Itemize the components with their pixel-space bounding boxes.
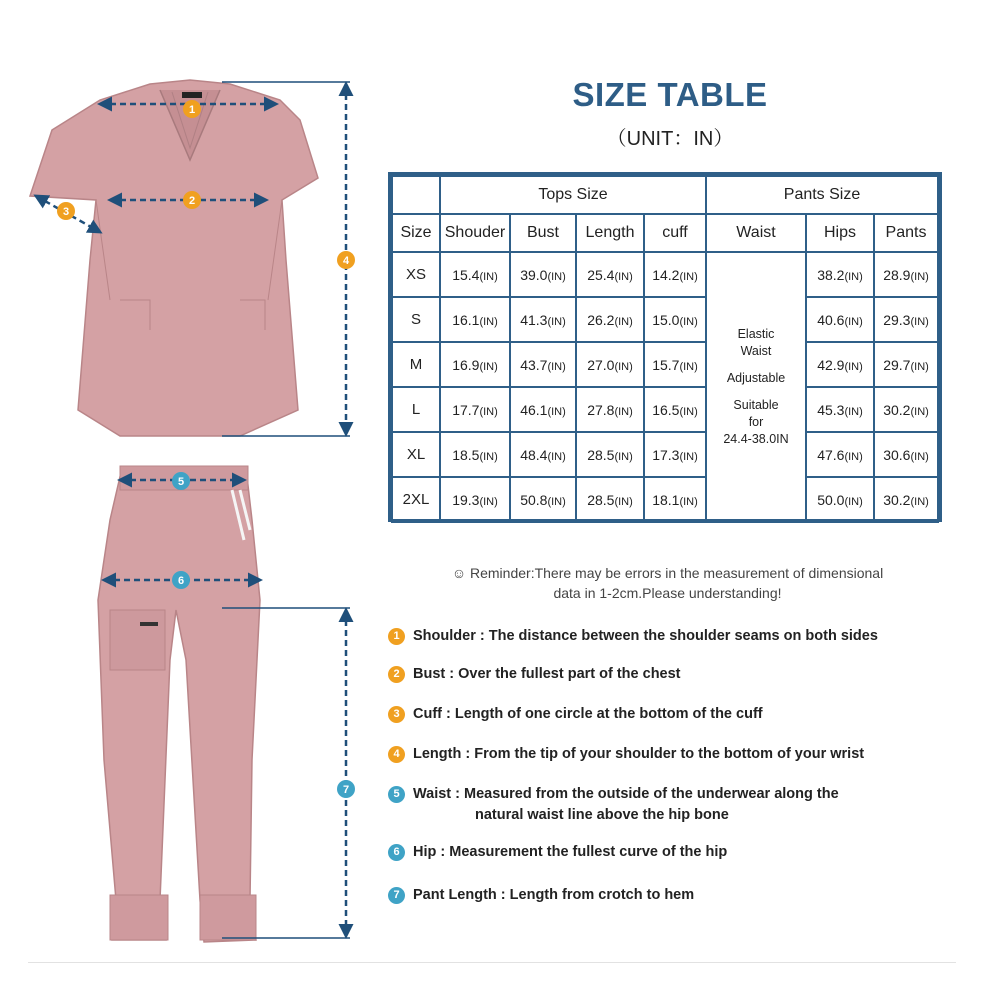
cell-bust [510, 387, 576, 432]
cell-length [576, 387, 644, 432]
cell-unit: (IN) [479, 315, 498, 328]
unit-label: （UNIT：IN） [606, 128, 734, 150]
reminder-line-1: Reminder:There may be errors in the measurement of dimensional [470, 565, 884, 581]
scrub-top-image [30, 80, 318, 436]
col-hips: Hips [806, 214, 874, 252]
legend-label: Bust [413, 666, 446, 682]
cell-value: 45.3 [817, 401, 845, 418]
cell-hips [806, 252, 874, 297]
cell-unit: (IN) [614, 315, 633, 328]
svg-text:1: 1 [188, 104, 196, 116]
cell-value: 28.9 [883, 266, 911, 283]
cell-length [576, 342, 644, 387]
cell-unit: (IN) [614, 360, 633, 373]
cell-unit: (IN) [547, 450, 566, 463]
legend-item-bust: 2 Bust : Over the fullest part of the chest [388, 666, 968, 683]
cell-unit: (IN) [910, 270, 929, 283]
size-table-title: SIZE TABLE [572, 76, 768, 113]
col-size: Size [392, 214, 440, 252]
cell-cuff [644, 252, 706, 297]
svg-text:2: 2 [188, 195, 196, 207]
badge-4 [337, 251, 355, 269]
legend-text: Measurement the fullest curve of the hip [449, 844, 728, 860]
legend-label: Shoulder [413, 628, 476, 644]
table-row [392, 252, 938, 297]
legend-text: Length from crotch to hem [509, 887, 695, 903]
cell-value: 41.3 [520, 311, 548, 328]
cell-unit: (IN) [910, 315, 929, 328]
cell-value: 17.7 [452, 401, 480, 418]
cell-value: 17.3 [652, 446, 680, 463]
cell-value: 26.2 [587, 311, 615, 328]
legend-item-pant-length: 7 Pant Length : Length from crotch to hem [388, 887, 968, 904]
cell-unit: (IN) [679, 315, 698, 328]
legend-item-cuff: 3 Cuff : Length of one circle at the bottom of the cuff [388, 706, 968, 723]
cell-length [576, 297, 644, 342]
column-header-row [392, 214, 938, 252]
svg-text:4: 4 [342, 255, 350, 267]
cell-value: 46.1 [520, 401, 548, 418]
cell-length [576, 477, 644, 522]
waist-note-line: Elastic [737, 327, 775, 342]
cell-cuff [644, 432, 706, 477]
waist-note-line: Waist [740, 344, 772, 359]
cell-size: XS [392, 252, 440, 297]
cell-unit: (IN) [679, 270, 698, 283]
cell-hips [806, 342, 874, 387]
scrub-pants-image [98, 466, 260, 942]
cell-value: 30.2 [883, 491, 911, 508]
cell-value: 27.8 [587, 401, 615, 418]
legend-text: Length of one circle at the bottom of the cuff [454, 706, 763, 722]
cell-value: 16.9 [452, 356, 480, 373]
cell-unit: (IN) [844, 405, 863, 418]
cell-value: 19.3 [452, 491, 480, 508]
table-row [392, 342, 938, 387]
cell-unit: (IN) [614, 405, 633, 418]
cell-pants [874, 252, 938, 297]
cell-unit: (IN) [547, 495, 566, 508]
cell-value: 16.1 [452, 311, 480, 328]
badge-6 [172, 571, 190, 589]
col-bust: Bust [510, 214, 576, 252]
legend-text: The distance between the shoulder seams on both sides [488, 628, 878, 644]
legend-label: Pant Length [413, 887, 497, 903]
cell-bust [510, 432, 576, 477]
cell-value: 16.5 [652, 401, 680, 418]
reminder-line-2: data in 1-2cm.Please understanding! [553, 585, 782, 601]
cell-value: 30.6 [883, 446, 911, 463]
badge-1 [183, 100, 201, 118]
cell-value: 15.7 [652, 356, 680, 373]
cell-unit: (IN) [547, 360, 566, 373]
cell-value: 40.6 [817, 311, 845, 328]
cell-value: 14.2 [652, 266, 680, 283]
cell-bust [510, 252, 576, 297]
cell-unit: (IN) [844, 270, 863, 283]
col-length: Length [576, 214, 644, 252]
legend-number-6: 6 [388, 844, 405, 861]
cell-unit: (IN) [910, 405, 929, 418]
cell-unit: (IN) [547, 270, 566, 283]
cell-unit: (IN) [910, 495, 929, 508]
bottom-divider [28, 962, 956, 963]
table-row [392, 387, 938, 432]
cell-unit: (IN) [479, 405, 498, 418]
cell-value: 29.7 [883, 356, 911, 373]
cell-pants [874, 297, 938, 342]
cell-size: 2XL [392, 477, 440, 522]
cell-value: 18.5 [452, 446, 480, 463]
cell-shoulder [440, 387, 510, 432]
cell-unit: (IN) [679, 495, 698, 508]
cell-pants [874, 387, 938, 432]
legend-item-waist: 5 Waist : Measured from the outside of the underwear along the natural waist line above the hip bone [388, 786, 968, 823]
waist-note-line: Suitable [733, 398, 779, 412]
legend-number-7: 7 [388, 887, 405, 904]
cell-unit: (IN) [547, 405, 566, 418]
legend-number-2: 2 [388, 666, 405, 683]
badge-7 [337, 780, 355, 798]
svg-text:3: 3 [62, 206, 70, 218]
size-rows [392, 252, 938, 522]
cell-cuff [644, 477, 706, 522]
legend-item-length: 4 Length : From the tip of your shoulder to the bottom of your wrist [388, 746, 968, 763]
cell-hips [806, 432, 874, 477]
cell-unit: (IN) [910, 360, 929, 373]
smile-icon: ☺ [451, 565, 467, 581]
table-row [392, 432, 938, 477]
cell-value: 47.6 [817, 446, 845, 463]
legend-text: Measured from the outside of the underwear along the [464, 786, 839, 802]
badge-2 [183, 191, 201, 209]
cell-pants [874, 477, 938, 522]
legend-label: Length [413, 746, 462, 762]
cell-value: 28.5 [587, 491, 615, 508]
col-pants: Pants [874, 214, 938, 252]
legend-number-1: 1 [388, 628, 405, 645]
cell-bust [510, 477, 576, 522]
cell-value: 50.8 [520, 491, 548, 508]
cell-size: M [392, 342, 440, 387]
cell-unit: (IN) [910, 450, 929, 463]
pants-size-header: Pants Size [706, 176, 938, 214]
cell-shoulder [440, 342, 510, 387]
cell-size: L [392, 387, 440, 432]
cell-unit: (IN) [679, 405, 698, 418]
cell-cuff [644, 387, 706, 432]
cell-hips [806, 297, 874, 342]
cell-value: 15.4 [452, 266, 480, 283]
cell-value: 15.0 [652, 311, 680, 328]
cell-unit: (IN) [547, 315, 566, 328]
cell-value: 30.2 [883, 401, 911, 418]
tops-size-header: Tops Size [440, 176, 706, 214]
cell-value: 48.4 [520, 446, 548, 463]
cell-unit: (IN) [479, 450, 498, 463]
cell-value: 18.1 [652, 491, 680, 508]
col-waist: Waist [706, 214, 806, 252]
cell-size: XL [392, 432, 440, 477]
table-row [392, 477, 938, 522]
cell-pants [874, 342, 938, 387]
cell-unit: (IN) [679, 450, 698, 463]
legend-label: Waist [413, 786, 452, 802]
legend-number-3: 3 [388, 706, 405, 723]
cell-shoulder [440, 432, 510, 477]
legend-number-4: 4 [388, 746, 405, 763]
cell-unit: (IN) [479, 360, 498, 373]
waist-note-line: Adjustable [726, 371, 786, 386]
svg-text:5: 5 [177, 476, 185, 488]
legend-number-5: 5 [388, 786, 405, 803]
legend-label: Hip [413, 844, 437, 860]
size-table [388, 172, 942, 522]
cell-unit: (IN) [479, 495, 498, 508]
cell-length [576, 252, 644, 297]
legend-text: Over the fullest part of the chest [458, 666, 681, 682]
cell-unit: (IN) [844, 495, 863, 508]
cell-value: 28.5 [587, 446, 615, 463]
cell-pants [874, 432, 938, 477]
cell-value: 43.7 [520, 356, 548, 373]
cell-shoulder [440, 477, 510, 522]
svg-text:7: 7 [342, 784, 350, 796]
legend-text: From the tip of your shoulder to the bottom of your wrist [474, 746, 865, 762]
legend-text-continued: natural waist line above the hip bone [475, 807, 729, 823]
cell-shoulder [440, 297, 510, 342]
cell-value: 25.4 [587, 266, 615, 283]
legend-item-shoulder: 1 Shoulder : The distance between the shoulder seams on both sides [388, 628, 968, 645]
cell-shoulder [440, 252, 510, 297]
cell-value: 27.0 [587, 356, 615, 373]
cell-hips [806, 387, 874, 432]
badge-5 [172, 472, 190, 490]
cell-bust [510, 342, 576, 387]
cell-length [576, 432, 644, 477]
legend-label: Cuff [413, 706, 442, 722]
cell-value: 50.0 [817, 491, 845, 508]
cell-value: 42.9 [817, 356, 845, 373]
cell-cuff [644, 342, 706, 387]
cell-cuff [644, 297, 706, 342]
cell-waist [706, 252, 806, 522]
group-header-row [392, 176, 938, 214]
waist-note-line: 24.4-38.0IN [723, 431, 789, 446]
garment-illustration [0, 0, 380, 960]
cell-hips [806, 477, 874, 522]
cell-unit: (IN) [614, 495, 633, 508]
corner-cell [392, 176, 440, 214]
cell-value: 39.0 [520, 266, 548, 283]
svg-text:6: 6 [177, 575, 185, 587]
col-cuff: cuff [644, 214, 706, 252]
cell-value: 29.3 [883, 311, 911, 328]
badge-3 [57, 202, 75, 220]
cell-size: S [392, 297, 440, 342]
cell-unit: (IN) [844, 360, 863, 373]
cell-value: 38.2 [817, 266, 845, 283]
reminder-note [400, 563, 935, 603]
waist-note-line: for [748, 414, 764, 429]
cell-unit: (IN) [614, 450, 633, 463]
cell-bust [510, 297, 576, 342]
col-shoulder: Shouder [440, 214, 510, 252]
cell-unit: (IN) [679, 360, 698, 373]
legend-item-hip: 6 Hip : Measurement the fullest curve of the hip [388, 844, 968, 861]
table-row [392, 297, 938, 342]
cell-unit: (IN) [844, 315, 863, 328]
cell-unit: (IN) [479, 270, 498, 283]
cell-unit: (IN) [614, 270, 633, 283]
cell-unit: (IN) [844, 450, 863, 463]
